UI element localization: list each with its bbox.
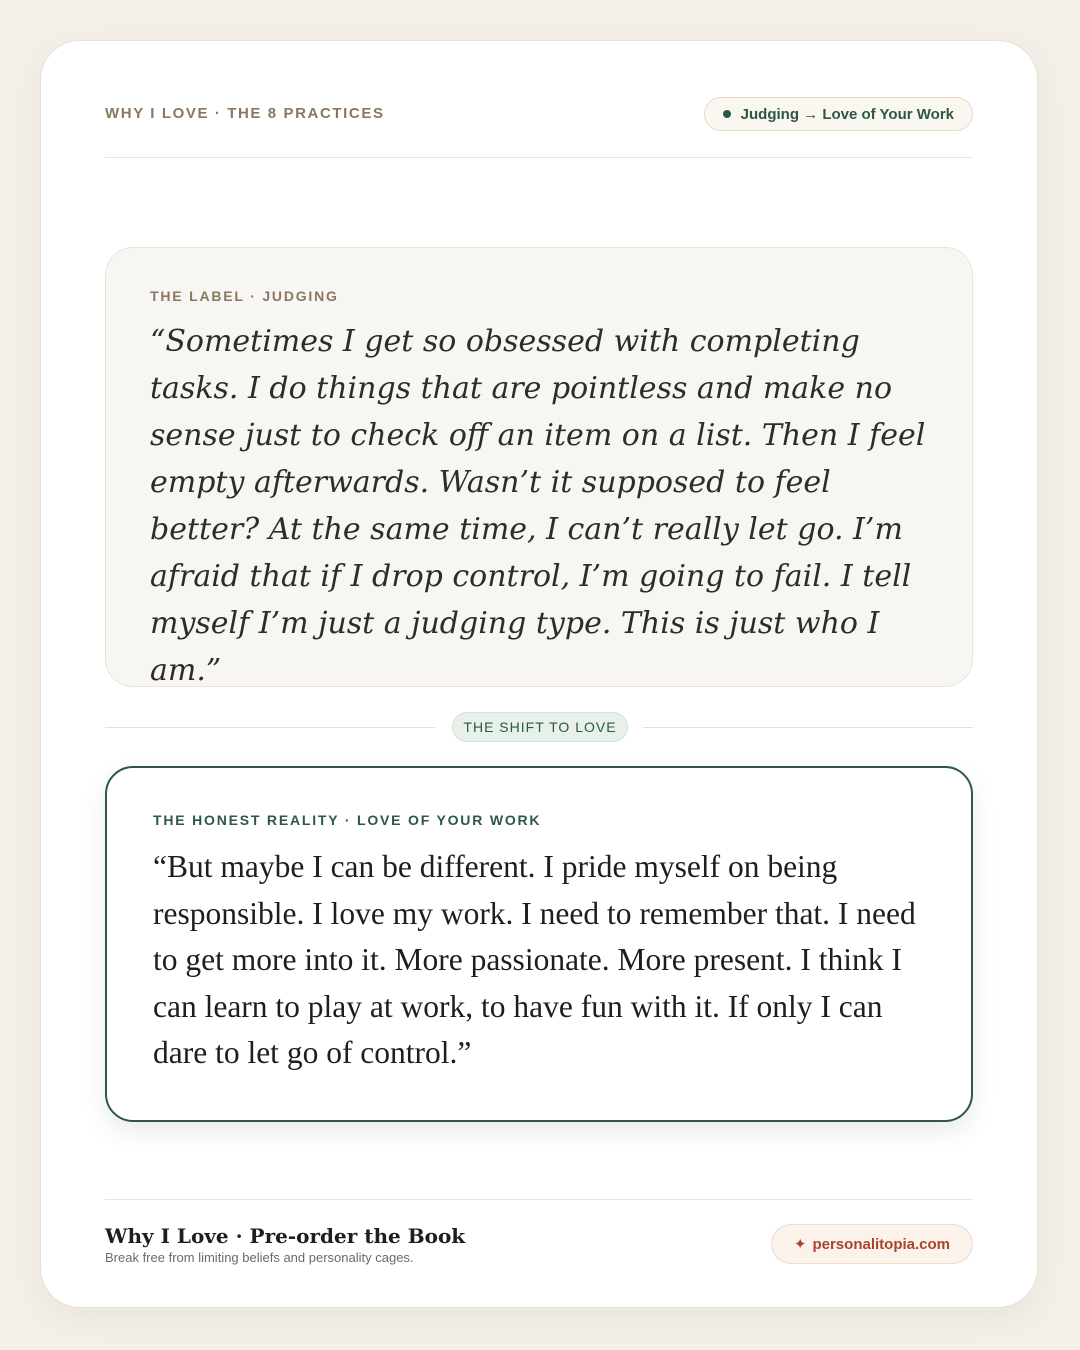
website-link[interactable]: [771, 1224, 973, 1264]
reality-eyebrow: THE HONEST REALITY · LOVE OF YOUR WORK: [153, 812, 542, 828]
shift-divider: [105, 712, 973, 742]
shift-badge: THE SHIFT TO LOVE: [452, 712, 628, 742]
book-title: Why I Love · Pre-order the Book: [105, 1224, 466, 1248]
reality-quote-card: [105, 766, 973, 1122]
header: [105, 97, 973, 158]
dot-icon: [723, 110, 731, 118]
website-label: personalitopia.com: [812, 1235, 950, 1253]
topic-badge-label: Judging → Love of Your Work: [740, 105, 954, 123]
divider-line-right: [643, 727, 973, 728]
label-quote-card: [105, 247, 973, 687]
footer: [105, 1199, 973, 1300]
sparkle-icon: ✦: [793, 1236, 807, 1253]
series-title: WHY I LOVE · THE 8 PRACTICES: [105, 105, 385, 122]
reality-quote: “But maybe I can be different. I pride myself on being responsible. I love my work. I need to remember that. I need to get more into it. More passionate. More present. I think I can learn to play at work, to have fun with it. If only I can dare to let go of control.”: [153, 849, 916, 1070]
label-quote: “Sometimes I get so obsessed with completing tasks. I do things that are pointless and make no sense just to check off an item on a list. Then I feel empty afterwards. Wasn’t it supposed to feel better? At the same time, I can’t really let go. I’m afraid that if I drop control, I’m going to fail. I tell myself I’m just a judging type. This is just who I am.”: [150, 324, 926, 688]
label-eyebrow: THE LABEL · JUDGING: [150, 288, 339, 304]
divider-line-left: [105, 727, 435, 728]
topic-badge: [704, 97, 973, 131]
post-card: [40, 40, 1038, 1308]
book-subtitle: Break free from limiting beliefs and personality cages.: [105, 1250, 414, 1265]
